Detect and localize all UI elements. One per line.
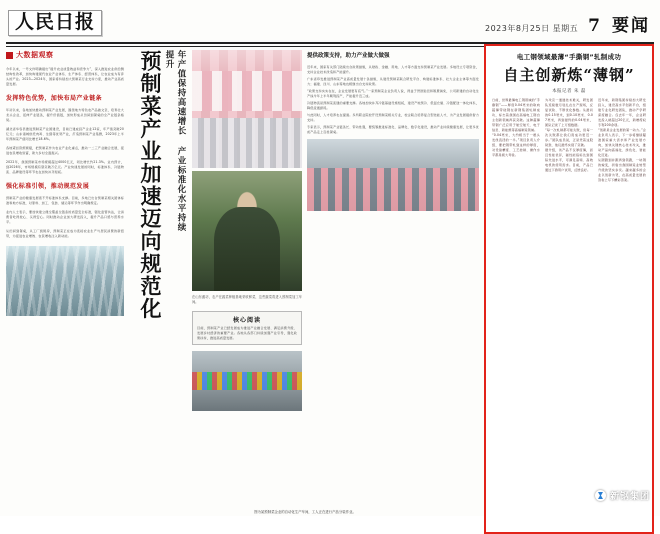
center-area [129,50,479,510]
left-paragraph-7: 业内人士表示，要加快建立健全覆盖全链条的质量安全标准，强化监管执法，让消费者吃得放心、买得安心。同时推动企业加大研发投入，提升产品口感与营养水平。 [6,210,124,224]
core-reading-box [192,311,302,345]
production-line-photo [192,351,302,411]
core-reading-text: 目前，预制菜产业已经发展成为推进产业融合发展、满足消费升级、发展乡村经济的重要产业。各地从各部门持续加强产业引导，强化政策扶持，推进高质量发展。 [197,325,297,340]
article-paragraph: “0.04毫米，大约相当于一根头发丝直径的一半。”项目负责人介绍，要把钢带轧到这样的厚度，对设备精度、工艺控制、操作水平都是极大考验。 [492,133,540,157]
bigdata-badge [6,50,124,60]
left-subhead-1: 发挥特色优势，加快布局产业链条 [6,95,103,102]
publication-date: 2023年8月25日 星期五 [484,23,579,33]
left-paragraph-1: 今年以来，一号文件明确提出“提升农业质量效益和竞争力”，深入推进农业供给侧结构性改革，加快构建现代农业产业体系、生产体系、经营体系，让农业成为有奔头的产业。2023—2024年，国家将持续加大预制菜行业支持力度，推动产业高质量发展。 [6,67,124,86]
center-text-column [307,50,479,510]
left-column [6,50,124,510]
article-body [492,98,646,498]
center-paragraph-3: “政策支持实实在在，企业发展更有底气。”一家预制菜企业负责人说，得益于贷款贴息和税费减免，公司新建的自动化生产线今年上半年顺利投产，产能提升近三成。 [307,88,479,98]
center-paragraph-4: 冷链物流是预制菜流通的重要支撑。各地加快补齐冷链基础设施短板，建设产地预冷、低温仓储、冷链配送一体化体系，降低流通损耗。 [307,100,479,110]
left-paragraph-4: 各地紧扣资源禀赋，把预制菜作为农业产业化重点，推动一二三产业融合发展，促进农民增收致富，助力乡村全面振兴。 [6,146,124,155]
article-paragraph: 日前，世界最薄电工钢领域的“手撕钢”——厚度0.04毫米的取向超薄带硅钢在新钢集团轧制成功，标志着我国在高端电工钢自主创新领域再获突破。这种超薄带钢广泛应用于航空航天、电子信息、新能源等高端制造领域。 [492,98,540,132]
center-paragraph-5: 与此同时，人才培养也在提速。多所职业院校开设预制菜相关专业，校企联合培养复合型技能人才，为产业发展提供智力支持。 [307,112,479,122]
section-number: 7 [588,15,602,36]
left-paragraph-2: 年初以来，各地加快推动预制菜产业发展，围绕地方特色农产品做文章，培育壮大龙头企业，延伸产业链条，提升价值链，加快形成从田间到餐桌的全产业链条格局。 [6,108,124,122]
greenhouse-photo [6,246,124,316]
article-paragraph: “每一次轧制都可能失败，但每一次失败都让我们离成功更近一步。”团队成员说，正是凭着这股韧劲，他们最终实现了突破。 [545,128,593,147]
headline-main: 预制菜产业加速迈向规范化 [138,50,163,320]
article-paragraph: 从跟跑到并跑再到领跑，一块钢的蜕变，折射出我国制造业转型升级的坚实步伐。越来越多的企业以创新为笔，在高质量发展的答卷上写下精彩答案。 [598,158,646,182]
left-paragraph-3: 湖北省华容县推进预制菜产业园建设，目前已建成投产企业12家，年产值突破20亿元；山东诸城依托肉鸡、生猪等优势产业，打造预制菜产业集群，2023年上半年预制菜产值同比增长18.6%。 [6,127,124,141]
watermark [595,489,650,502]
center-photo-column [192,50,302,510]
article-paragraph: “创新是企业发展的第一动力。”企业负责人表示，下一步将继续瞄准国家重大需求和产业发展方向，加快关键核心技术攻关，推动产品向高端化、绿色化、智能化迈进。 [598,128,646,157]
left-subhead-2: 强化标准引领，推动规范发展 [6,183,90,190]
workers-photo [307,139,479,211]
watermark-label: 新钢集团 [609,492,650,502]
badge-label: 大数据观察 [16,51,54,59]
article-title: 自主创新炼“薄钢” [503,66,635,84]
highlighted-article [484,44,654,534]
left-paragraph-8: 从田间到餐桌，从工厂到厨房，预制菜正在成为连接农业生产与居民消费的新纽带，为促进农业增效、农民增收注入新动能。 [6,229,124,238]
farmer-photo-caption: 在山东潍坊，农户在蔬菜种植基地采收鲜菜，这些蔬菜将进入预制菜加工车间。 [192,295,302,304]
headline-subtitle: 年产值保持高速增长 产业标准化水平持续提升 [164,50,186,232]
right-column [484,50,654,510]
badge-mark-icon [6,52,13,59]
left-paragraph-6: 预制菜产业的健康发展离不开标准体系支撑。目前，多地已出台预制菜相关团体标准和地方标准，对原料、加工、包装、储运等环节作出明确规定。 [6,196,124,205]
article-paragraph: 为攻克一道道技术难关，研发团队连续数月驻扎在生产现场，反复试验、不断优化参数。从最初的0.15毫米，到0.10毫米、0.07毫米，再到最终的0.04毫米，团队记录了上万组数据。 [545,98,593,127]
page-content [6,50,654,510]
company-logo-icon [595,490,606,501]
article-paragraph: 近年来，新钢集团持续加大研发投入，建设高水平创新平台，组建专业化研发团队，推动产学研深度融合。仅去年一年，企业研发投入就超过20亿元，新增授权专利200余项。 [598,98,646,127]
article-byline: 本报记者 朱 磊 [552,89,586,94]
masthead-right [485,11,650,36]
core-reading-title: 核心阅读 [232,316,261,324]
article-paragraph: 据介绍，该产品不仅厚度薄，而且性能优异，磁性能指标达到国际先进水平，可满足高频、高效电机的使用需求。目前，产品已通过下游用户试用，反馈良好。 [545,148,593,172]
headline-block [129,50,187,510]
masthead [0,6,660,40]
farmer-photo [192,171,302,291]
center-paragraph-6: 专家表示，预制菜产业链条长、带动性强，要统筹推进标准化、品牌化、数字化建设，推动产业持续健康发展，让更多优质产品走上百姓餐桌。 [307,124,479,134]
article-kicker: 电工钢领域最薄“手撕钢”轧制成功 [516,53,622,61]
factory-photo [192,50,302,168]
left-paragraph-5: 2022年，我国预制菜市场规模超过4000亿元，同比增长约21.3%。业内预计，到2026年，市场规模有望突破万亿元。产业快速发展的同时，标准体系、冷链物流、品牌建设等环节也在加快补齐短板。 [6,160,124,174]
center-subhead: 提供政策支持，助力产业做大做强 [307,53,390,59]
newspaper-logo: 人民日报 [8,10,102,36]
center-paragraph-1: 近年来，国家有关部门陆续出台政策措施，从财政、金融、用地、人才等方面支持预制菜产业发展。多地设立专项资金，支持企业技术改造和产能提升。 [307,64,479,74]
section-label: 要闻 [612,15,650,36]
bottom-photo-caption: 图为某预制菜企业的自动化生产车间，工人正在进行产品分装作业。 [254,510,356,514]
center-paragraph-2: 广东省印发推进预制菜产业高质量发展十条措施，从建设预制菜联合研发平台、构建标准体系、壮大企业主体等方面发力；福建、四川、山东等地也相继出台支持政策。 [307,76,479,86]
